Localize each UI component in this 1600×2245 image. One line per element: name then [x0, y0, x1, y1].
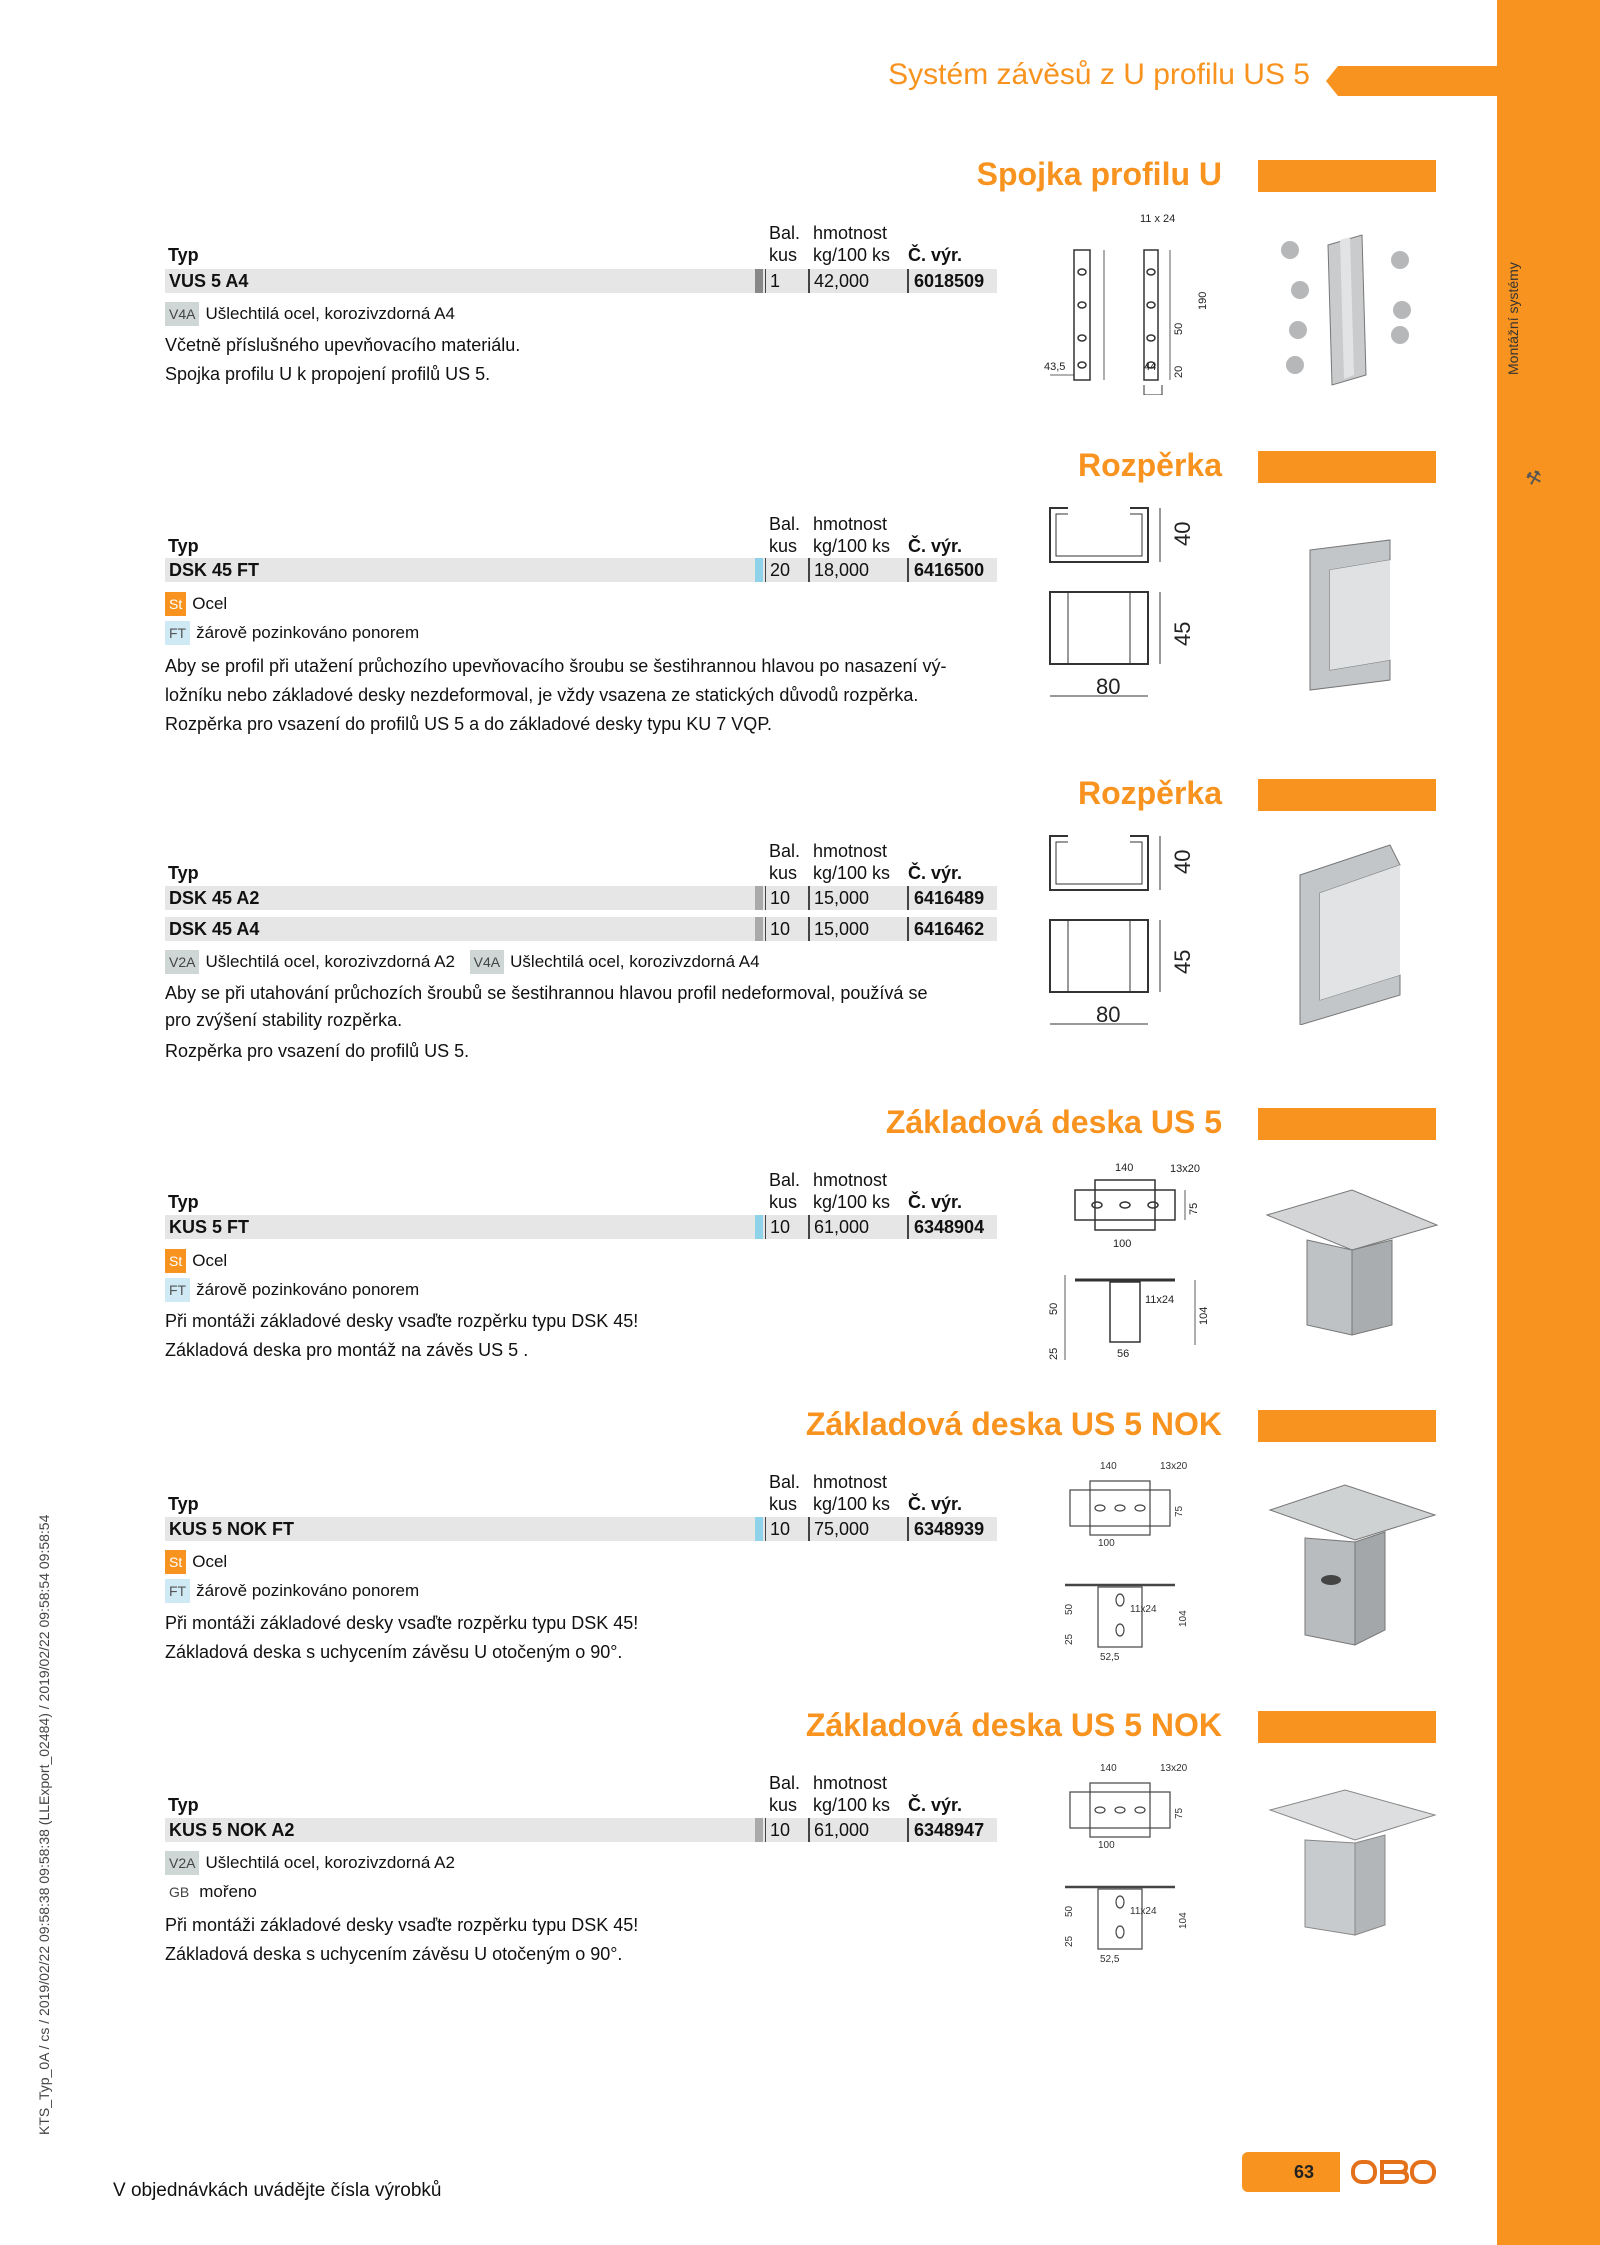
type-cell: VUS 5 A4 [169, 271, 249, 291]
dim-label: 25 [1048, 1347, 1060, 1360]
section-title: Rozpěrka [1077, 447, 1222, 483]
material-text: Ocel [192, 1552, 228, 1571]
material-line [165, 1880, 257, 1904]
row-marker [755, 269, 763, 293]
product-photo [1265, 1480, 1440, 1650]
article-cell: 6416462 [907, 917, 984, 941]
col-typ: Typ [168, 245, 199, 265]
dim-label: 45 [1170, 621, 1195, 646]
weight-cell: 61,000 [808, 1215, 869, 1239]
col-hmotnost: hmotnost [813, 1170, 888, 1190]
material-text: žárově pozinkováno ponorem [196, 623, 420, 642]
technical-drawing [1045, 1155, 1245, 1365]
col-kg: kg/100 ks [813, 1192, 891, 1212]
col-art: Č. výr. [908, 1795, 963, 1815]
desc-line: Včetně příslušného upevňovacího materiálu. [165, 335, 521, 355]
sidebar-label: Montážní systémy [1505, 262, 1521, 375]
technical-drawing [1050, 1455, 1240, 1665]
page-number-tab [1242, 2152, 1340, 2192]
export-meta: KTS_Typ_0A / cs / 2019/02/22 09:58:38 09:58:38 (LLExport_02484) / 2019/02/22 09:58:54 09:58:54 [36, 1514, 52, 2135]
col-kg: kg/100 ks [813, 1795, 891, 1815]
col-typ: Typ [168, 863, 199, 883]
material-code: St [165, 1249, 186, 1273]
material-line [165, 1579, 419, 1603]
dim-label: 11 x 24 [1140, 213, 1176, 225]
material-code: V2A [165, 1851, 199, 1875]
technical-drawing [1040, 500, 1240, 710]
col-art: Č. výr. [908, 1494, 963, 1514]
dim-label: 100 [1098, 1538, 1115, 1549]
dim-label: 25 [1064, 1633, 1075, 1645]
section-title: Rozpěrka [1077, 775, 1222, 811]
table-row [165, 917, 997, 941]
dim-label: 52,5 [1100, 1954, 1120, 1965]
article-cell: 6416489 [907, 886, 984, 910]
row-marker [755, 886, 763, 910]
material-line [165, 592, 227, 616]
col-kg: kg/100 ks [813, 863, 891, 883]
section-title: Spojka profilu U [976, 156, 1222, 192]
material-text: Ocel [192, 1251, 228, 1270]
dim-label: 50 [1048, 1302, 1060, 1315]
row-marker [755, 558, 763, 582]
dim-label: 56 [1117, 1348, 1130, 1360]
type-cell: KUS 5 NOK FT [169, 1519, 295, 1539]
col-bal: Bal. [769, 223, 801, 243]
article-cell: 6416500 [907, 558, 984, 582]
dim-label: 140 [1100, 1461, 1117, 1472]
pack-cell: 20 [765, 558, 790, 582]
article-cell: 6348904 [907, 1215, 984, 1239]
dim-label: 13x20 [1170, 1163, 1200, 1175]
product-photo [1270, 225, 1430, 395]
material-line [165, 1550, 227, 1574]
type-cell: DSK 45 FT [169, 560, 260, 580]
weight-cell: 42,000 [808, 269, 869, 293]
row-marker [755, 1818, 763, 1842]
material-code: FT [165, 1579, 190, 1603]
desc-line: Aby se profil při utažení průchozího upevňovacího šroubu se šestihrannou hlavou po nasazení vý- [165, 656, 947, 676]
desc-line: Základová deska s uchycením závěsu U otočeným o 90°. [165, 1944, 623, 1964]
table-row [165, 886, 997, 910]
dim-label: 11x24 [1145, 1294, 1175, 1306]
desc-line: Při montáži základové desky vsaďte rozpěrku typu DSK 45! [165, 1915, 639, 1935]
section-bar [1258, 1108, 1436, 1140]
section-bar [1258, 160, 1436, 192]
desc-line: ložníku nebo základové desky nezdeformoval, je vždy vsazena ze statických důvodů rozpěrka. [165, 685, 919, 705]
col-bal: Bal. [769, 514, 801, 534]
dim-label: 40 [1170, 521, 1195, 546]
section-bar [1258, 1711, 1436, 1743]
table-row [165, 1215, 997, 1239]
desc-line: Rozpěrka pro vsazení do profilů US 5. [165, 1041, 470, 1061]
material-text: Ušlechtilá ocel, korozivzdorná A4 [510, 952, 760, 971]
type-cell: DSK 45 A4 [169, 919, 260, 939]
article-cell: 6018509 [907, 269, 984, 293]
page-title: Systém závěsů z U profilu US 5 [888, 58, 1310, 91]
dim-label: 50 [1064, 1905, 1075, 1917]
dim-label: 11x24 [1130, 1906, 1157, 1917]
material-line [165, 621, 419, 645]
weight-cell: 18,000 [808, 558, 869, 582]
technical-drawing [1040, 210, 1230, 395]
material-code: V4A [165, 302, 199, 326]
material-code: St [165, 592, 186, 616]
dim-label: 25 [1064, 1935, 1075, 1947]
desc-line: Při montáži základové desky vsaďte rozpěrku typu DSK 45! [165, 1613, 639, 1633]
material-code: FT [165, 621, 190, 645]
col-art: Č. výr. [908, 863, 963, 883]
dim-label: 44 [1144, 361, 1157, 373]
desc-line: Aby se při utahování průchozích šroubů se šestihrannou hlavou profil nedeformoval, používá se [165, 983, 928, 1003]
weight-cell: 15,000 [808, 886, 869, 910]
dim-label: 43,5 [1044, 361, 1066, 373]
obo-logo [1350, 2153, 1436, 2191]
col-kus: kus [769, 1494, 798, 1514]
col-hmotnost: hmotnost [813, 514, 888, 534]
col-art: Č. výr. [908, 245, 963, 265]
screw-icon: ⚒ [1523, 466, 1545, 490]
col-typ: Typ [168, 1795, 199, 1815]
desc-line: Základová deska pro montáž na závěs US 5 . [165, 1340, 529, 1360]
type-cell: KUS 5 NOK A2 [169, 1820, 295, 1840]
section-title: Základová deska US 5 [885, 1104, 1222, 1140]
material-line [165, 1249, 227, 1273]
col-typ: Typ [168, 536, 199, 556]
col-kus: kus [769, 536, 798, 556]
material-text: žárově pozinkováno ponorem [196, 1581, 420, 1600]
col-hmotnost: hmotnost [813, 223, 888, 243]
col-art: Č. výr. [908, 536, 963, 556]
dim-label: 190 [1197, 291, 1209, 310]
type-cell: KUS 5 FT [169, 1217, 250, 1237]
material-text: žárově pozinkováno ponorem [196, 1280, 420, 1299]
dim-label: 11x24 [1130, 1604, 1157, 1615]
title-tab [1338, 66, 1498, 96]
dim-label: 75 [1174, 1505, 1185, 1517]
material-text: Ušlechtilá ocel, korozivzdorná A4 [205, 304, 455, 323]
material-line [165, 1278, 419, 1302]
material-code: V2A [165, 950, 199, 974]
table-row [165, 1818, 997, 1842]
pack-cell: 1 [765, 269, 780, 293]
col-kg: kg/100 ks [813, 245, 891, 265]
material-code: V4A [470, 950, 504, 974]
col-bal: Bal. [769, 841, 801, 861]
dim-label: 104 [1198, 1306, 1210, 1325]
col-bal: Bal. [769, 1170, 801, 1190]
material-code: St [165, 1550, 186, 1574]
description [165, 1609, 1005, 1667]
desc-line: Rozpěrka pro vsazení do profilů US 5 a do základové desky typu KU 7 VQP. [165, 714, 772, 734]
weight-cell: 75,000 [808, 1517, 869, 1541]
dim-label: 104 [1178, 1610, 1189, 1627]
material-line [165, 302, 455, 326]
pack-cell: 10 [765, 1215, 790, 1239]
pack-cell: 10 [765, 886, 790, 910]
pack-cell: 10 [765, 917, 790, 941]
col-kus: kus [769, 863, 798, 883]
dim-label: 13x20 [1160, 1461, 1188, 1472]
table-row [165, 1517, 997, 1541]
product-photo [1280, 835, 1430, 1025]
col-bal: Bal. [769, 1773, 801, 1793]
section-bar [1258, 779, 1436, 811]
col-kus: kus [769, 245, 798, 265]
description [165, 331, 1005, 389]
desc-line: Základová deska s uchycením závěsu U otočeným o 90°. [165, 1642, 623, 1662]
description [165, 980, 1005, 1065]
dim-label: 140 [1100, 1763, 1117, 1774]
dim-label: 75 [1174, 1807, 1185, 1819]
page-number: 63 [1294, 2162, 1315, 2182]
dim-label: 45 [1170, 949, 1195, 974]
material-line [165, 1851, 455, 1875]
product-photo [1265, 1785, 1440, 1945]
dim-label: 52,5 [1100, 1652, 1120, 1663]
col-kus: kus [769, 1795, 798, 1815]
dim-label: 40 [1170, 849, 1195, 874]
dim-label: 140 [1115, 1162, 1134, 1174]
col-bal: Bal. [769, 1472, 801, 1492]
material-line [165, 950, 760, 974]
col-hmotnost: hmotnost [813, 841, 888, 861]
row-marker [755, 1517, 763, 1541]
col-kg: kg/100 ks [813, 1494, 891, 1514]
desc-line: Spojka profilu U k propojení profilů US 5. [165, 364, 491, 384]
product-photo [1262, 1185, 1442, 1345]
description [165, 652, 1005, 739]
description [165, 1911, 1005, 1969]
product-photo [1280, 530, 1430, 710]
section-title: Základová deska US 5 NOK [805, 1406, 1222, 1442]
weight-cell: 61,000 [808, 1818, 869, 1842]
col-kg: kg/100 ks [813, 536, 891, 556]
row-marker [755, 917, 763, 941]
footer-note: V objednávkách uvádějte čísla výrobků [113, 2180, 442, 2201]
dim-label: 104 [1178, 1912, 1189, 1929]
col-art: Č. výr. [908, 1192, 963, 1212]
article-cell: 6348947 [907, 1818, 984, 1842]
dim-label: 50 [1064, 1603, 1075, 1615]
table-row [165, 269, 997, 293]
col-typ: Typ [168, 1494, 199, 1514]
table-row [165, 558, 997, 582]
title-tab-arrow [1326, 66, 1338, 96]
pack-cell: 10 [765, 1818, 790, 1842]
material-code: FT [165, 1278, 190, 1302]
dim-label: 13x20 [1160, 1763, 1188, 1774]
material-text: Ocel [192, 594, 228, 613]
dim-label: 50 [1173, 322, 1185, 335]
col-kus: kus [769, 1192, 798, 1212]
weight-cell: 15,000 [808, 917, 869, 941]
dim-label: 80 [1096, 674, 1121, 699]
dim-label: 80 [1096, 1002, 1121, 1027]
desc-line: pro zvýšení stability rozpěrka. [165, 1010, 403, 1030]
material-text: mořeno [199, 1882, 257, 1901]
col-hmotnost: hmotnost [813, 1472, 888, 1492]
desc-line: Při montáži základové desky vsaďte rozpěrku typu DSK 45! [165, 1311, 639, 1331]
description [165, 1307, 1005, 1365]
type-cell: DSK 45 A2 [169, 888, 260, 908]
section-bar [1258, 451, 1436, 483]
col-hmotnost: hmotnost [813, 1773, 888, 1793]
material-code: GB [165, 1880, 193, 1904]
article-cell: 6348939 [907, 1517, 984, 1541]
dim-label: 100 [1098, 1840, 1115, 1851]
technical-drawing [1040, 828, 1240, 1038]
technical-drawing [1050, 1757, 1240, 1967]
dim-label: 75 [1188, 1202, 1200, 1215]
material-text: Ušlechtilá ocel, korozivzdorná A2 [205, 952, 455, 971]
material-text: Ušlechtilá ocel, korozivzdorná A2 [205, 1853, 455, 1872]
section-bar [1258, 1410, 1436, 1442]
dim-label: 20 [1173, 365, 1185, 378]
dim-label: 100 [1113, 1238, 1132, 1250]
pack-cell: 10 [765, 1517, 790, 1541]
section-title: Základová deska US 5 NOK [805, 1707, 1222, 1743]
row-marker [755, 1215, 763, 1239]
col-typ: Typ [168, 1192, 199, 1212]
